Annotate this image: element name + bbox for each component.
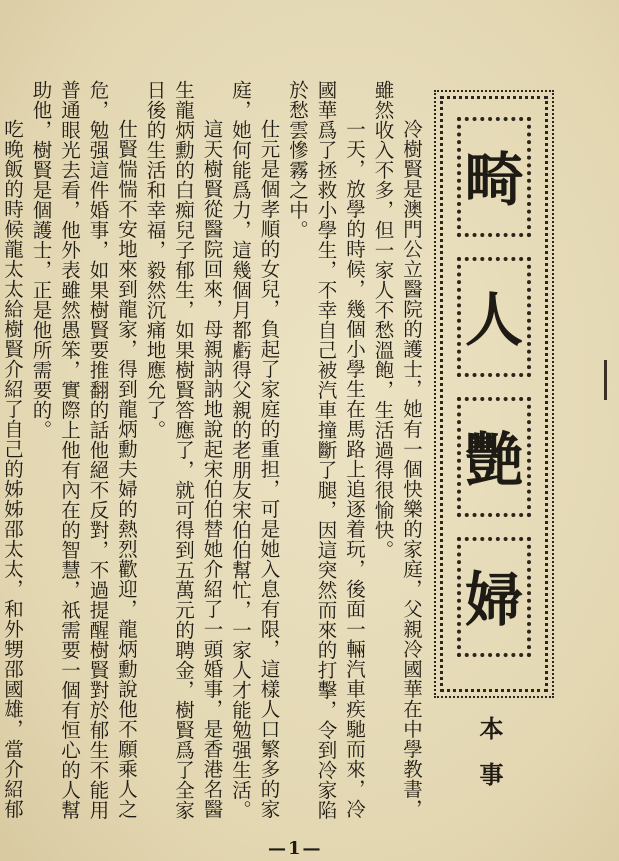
- paragraph-6: 吃晚飯的時候龍太太給樹賢介紹了自己的姊姊邵太太，和外甥邵國雄，當介紹郁: [1, 119, 24, 819]
- binding-mark: [604, 360, 607, 400]
- story-text: [1, 80, 425, 820]
- title-cell: [457, 117, 531, 237]
- paragraph-1: 冷樹賢是澳門公立醫院的護士，她有一個快樂的家庭，父親冷國華在中學教書，雖然收入不多，但一家人不愁溫飽，生活過得很愉快。: [371, 80, 423, 819]
- title-cell: [457, 257, 531, 377]
- page-number: —1—: [268, 838, 323, 859]
- paragraph-3: 仕元是個孝順的女兒，負起了家庭的重担，可是她入息有限，這樣人口繁多的家庭，她何能爲力，這幾個月都虧得父親的老朋友宋伯伯幫忙，一家人才能勉强生活。: [229, 80, 281, 820]
- paragraph-4: 這天樹賢從醫院回來，母親訥訥地說起宋伯伯替她介紹了一頭婚事，是香港名醫生龍炳勳的白痴兒子郁生，如果樹賢答應了，就可得到五萬元的聘金，樹賢爲了全家日後的生活和幸福，毅然沉痛地應允了。: [143, 80, 224, 820]
- title-cell: [457, 537, 531, 657]
- title-char-1: 畸: [464, 146, 524, 214]
- title-char-2: 人: [464, 286, 524, 354]
- paragraph-5: 仕賢惴惴不安地來到龍家，得到龍炳勳夫婦的熱烈歡迎，龍炳勳說他不願乘人之危，勉强這件婚事，如果樹賢要推翻的話他絕不反對，不過提醒樹賢對於郁生不能用普通眼光去看，他外表雖然愚笨，實際上他有內在的智慧，祇需要一個有恒心的人幫助他，樹賢是個護士，正是他所需要的。: [29, 80, 138, 820]
- paragraph-2: 一天，放學的時候，幾個小學生在馬路上追逐着玩，後面一輛汽車疾馳而來，冷國華爲了拯救小學生，不幸自己被汽車撞斷了腿，因這突然而來的打擊，令到冷家陷於愁雲慘霧之中。: [286, 80, 366, 820]
- title-char-4: 婦: [464, 566, 524, 634]
- title-cell: [457, 397, 531, 517]
- title-frame: [440, 96, 548, 692]
- title-char-3: 艷: [464, 426, 524, 494]
- author-label: 本事: [475, 716, 504, 808]
